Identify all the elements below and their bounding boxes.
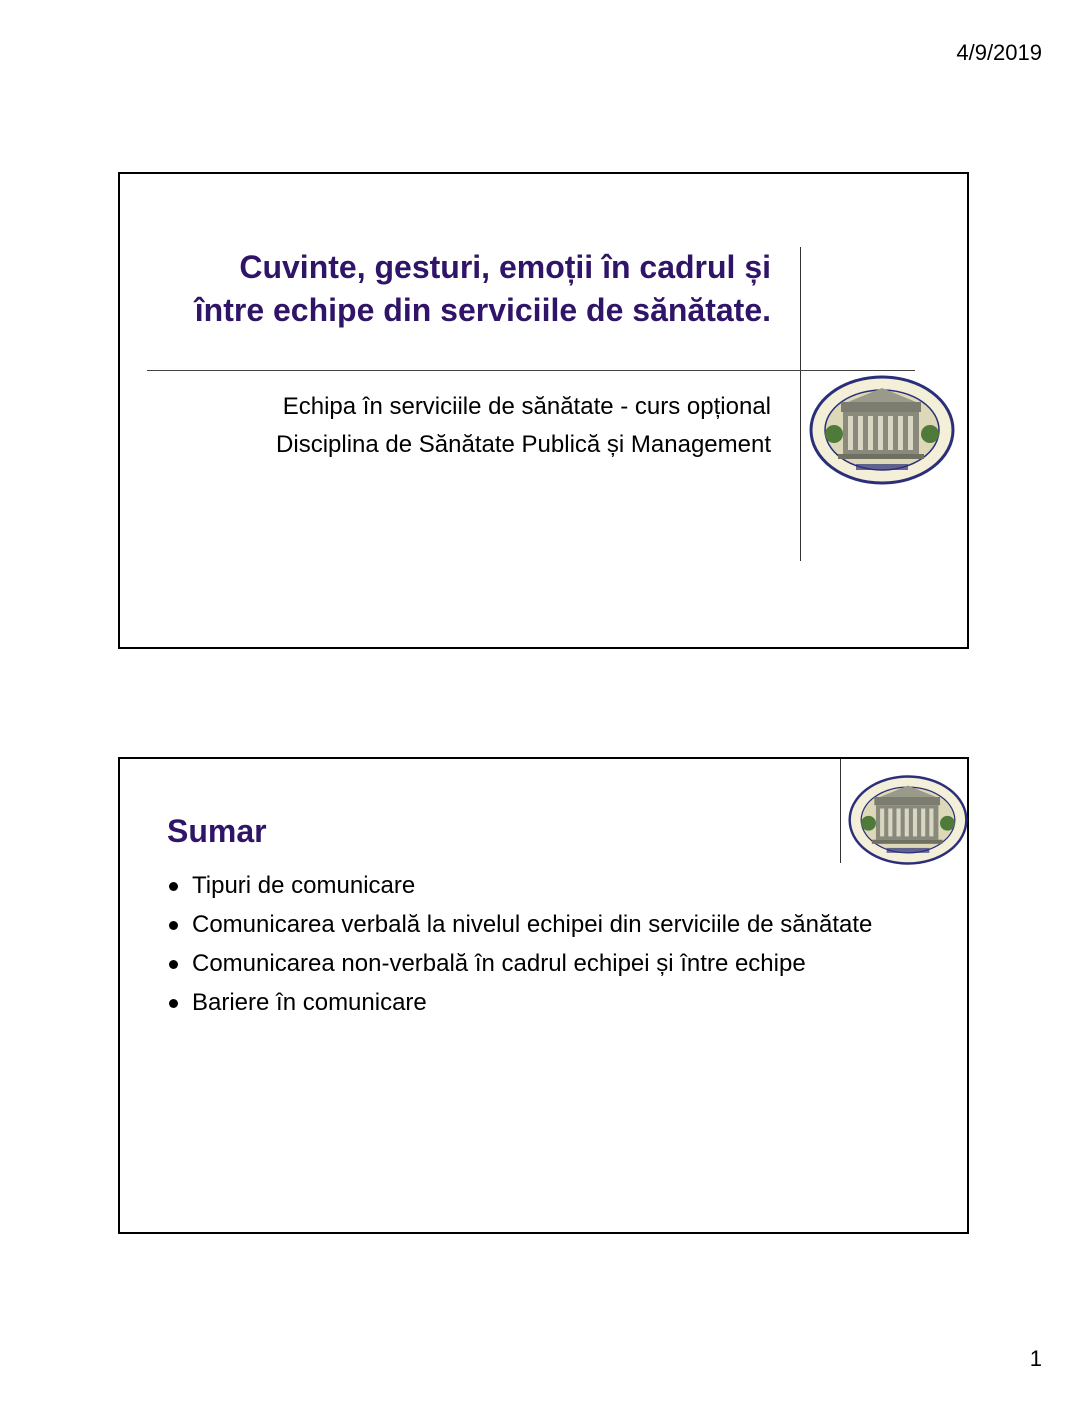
list-item-text: Tipuri de comunicare bbox=[192, 872, 416, 899]
list-item-text: Comunicarea non-verbală în cadrul echipei și între echipe bbox=[192, 950, 806, 977]
slide-title-heading: Cuvinte, gesturi, emoții în cadrul și între echipe din serviciile de sănătate. bbox=[194, 249, 771, 328]
page-date: 4/9/2019 bbox=[956, 40, 1042, 65]
vertical-divider bbox=[840, 759, 841, 863]
horizontal-divider bbox=[147, 370, 915, 371]
subtitle-line: Echipa în serviciile de sănătate - curs opțional bbox=[282, 393, 771, 420]
subtitle-line: Disciplina de Sănătate Publică și Management bbox=[276, 431, 771, 458]
list-item bbox=[167, 909, 887, 940]
list-item bbox=[167, 948, 887, 979]
slide-subtitle bbox=[151, 388, 771, 464]
university-seal-icon bbox=[808, 374, 956, 486]
bullet-icon bbox=[169, 960, 178, 969]
list-item bbox=[167, 870, 887, 901]
summary-list bbox=[167, 870, 887, 1026]
list-item-text: Comunicarea verbală la nivelul echipei din serviciile de sănătate bbox=[192, 911, 873, 938]
slide-title bbox=[118, 172, 969, 649]
list-item-text: Bariere în comunicare bbox=[192, 989, 427, 1016]
slide-summary-heading: Sumar bbox=[167, 813, 267, 849]
bullet-icon bbox=[169, 921, 178, 930]
bullet-icon bbox=[169, 999, 178, 1008]
bullet-icon bbox=[169, 882, 178, 891]
slide-summary bbox=[118, 757, 969, 1234]
vertical-divider bbox=[800, 247, 801, 561]
university-seal-icon bbox=[844, 774, 972, 866]
list-item bbox=[167, 987, 887, 1018]
page-number: 1 bbox=[1029, 1346, 1042, 1371]
